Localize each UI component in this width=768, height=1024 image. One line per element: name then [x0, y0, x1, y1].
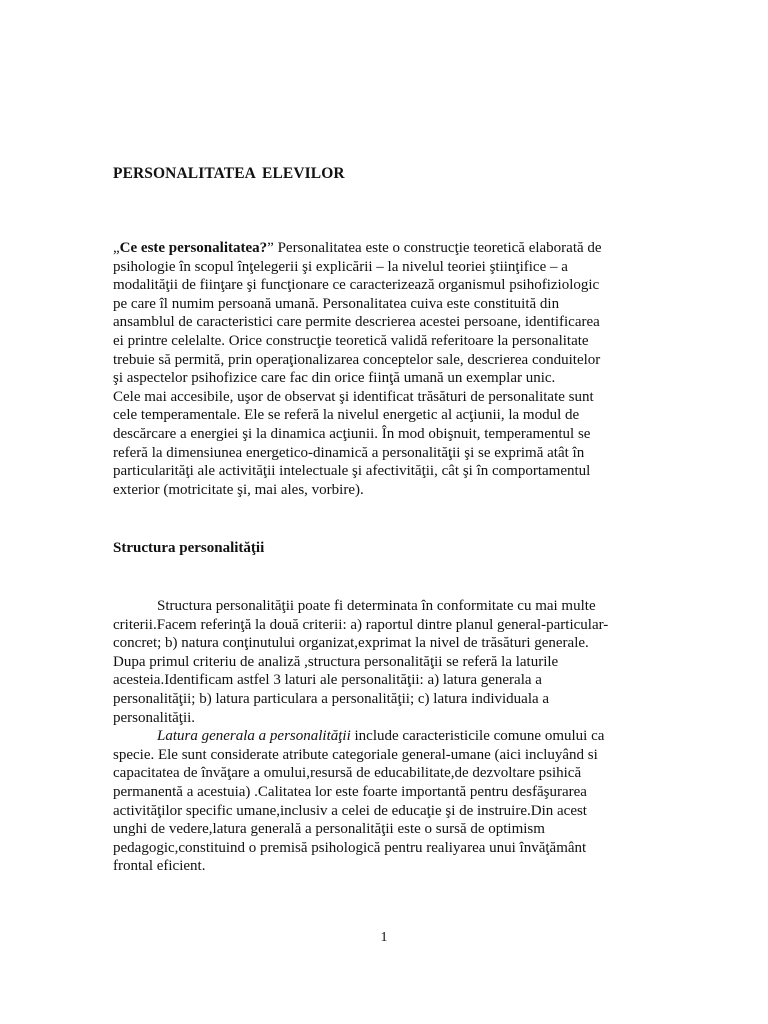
- general-line: unghi de vedere,latura generală a personalităţii este o sursă de optimism: [113, 821, 545, 838]
- intro-line: şi aspectelor psihofizice care fac din orice fiinţă umană un exemplar unic.: [113, 370, 556, 387]
- intro-paragraph: [113, 239, 658, 499]
- structure-line: concret; b) natura conţinutului organizat,exprimat la nivel de trăsături generale.: [113, 635, 589, 652]
- intro-line: particularităţi ale activităţii intelectuale şi afectivităţii, cât şi în comportamentul: [113, 463, 591, 480]
- general-line: pedagogic,constituind o premisă psihologică pentru realiyarea unui învăţământ: [113, 839, 587, 856]
- intro-line: trebuie să permită, prin operaţionalizarea conceptelor sale, descrierea conduitelor: [113, 351, 601, 368]
- general-line: capacitatea de învăţare a omului,resursă de educabilitate,de dezvoltare psihică: [113, 765, 582, 782]
- intro-line: referă la dimensiunea energetico-dinamică a personalităţii şi se exprimă atât în: [113, 444, 585, 461]
- intro-first-rest: Personalitatea este o construcţie teoretică elaborată de: [273, 240, 602, 256]
- structure-line: acesteia.Identificam astfel 3 laturi ale personalităţii: a) latura generala a: [113, 672, 542, 689]
- general-line: permanentă a acestuia) .Calitatea lor este foarte importantă pentru desfăşurarea: [113, 783, 587, 800]
- structure-line: criterii.Facem referinţă la două criterii: a) raportul dintre planul general-particular-: [113, 616, 609, 633]
- general-line: activităţilor specific umane,inclusiv a celei de educaţie şi de instruire.Din acest: [113, 802, 587, 819]
- structure-line: personalităţii.: [113, 709, 196, 726]
- page-number: 1: [380, 930, 388, 945]
- intro-line: exterior (motricitate şi, mai ales, vorbire).: [113, 481, 364, 498]
- general-term: Latura generala a personalităţii: [157, 728, 351, 745]
- quote-close: ”: [267, 240, 274, 256]
- structure-line: Structura personalităţii poate fi determinata în conformitate cu mai multe: [157, 598, 596, 614]
- structure-line: Dupa primul criteriu de analiză ,structura personalităţii se referă la laturile: [113, 653, 559, 670]
- intro-line: ei printre celelalte. Orice construcţie teoretică validă referitoare la personalitate: [113, 332, 589, 349]
- intro-line: ansamblul de caracteristici care permite descrierea acestei persoane, identificarea: [113, 314, 600, 331]
- intro-line-first: [113, 239, 658, 258]
- intro-line: pe care îl numim persoană umană. Personalitatea cuiva este constituită din: [113, 295, 560, 312]
- general-first-rest: include caracteristicile comune omului ca: [350, 728, 605, 745]
- quote-open: „: [113, 240, 120, 256]
- general-line: frontal eficient.: [113, 858, 206, 875]
- general-line-first: [113, 727, 658, 746]
- intro-line: descărcare a energiei şi la dinamica acţiunii. În mod obişnuit, temperamentul se: [113, 425, 591, 442]
- section-heading: Structura personalităţii: [113, 540, 265, 556]
- general-line: specie. Ele sunt considerate atribute categoriale general-umane (aici incluyând si: [113, 746, 598, 763]
- intro-line: Cele mai accesibile, uşor de observat şi identificat trăsături de personalitate sunt: [113, 388, 594, 405]
- intro-lead-question: Ce este personalitatea?: [119, 240, 268, 256]
- document-title: PERSONALITATEA ELEVILOR: [113, 165, 345, 182]
- structure-line: personalităţii; b) latura particulara a personalităţii; c) latura individuala a: [113, 690, 550, 707]
- structure-paragraph: [113, 597, 658, 876]
- intro-line: cele temperamentale. Ele se referă la nivelul energetic al acţiunii, la modul de: [113, 407, 580, 424]
- intro-line: psihologie în scopul înţelegerii şi explicării – la nivelul teoriei ştiinţifice – a: [113, 258, 568, 275]
- intro-line: modalităţii de fiinţare şi funcţionare ce caracterizează organismul psihofiziologic: [113, 277, 600, 294]
